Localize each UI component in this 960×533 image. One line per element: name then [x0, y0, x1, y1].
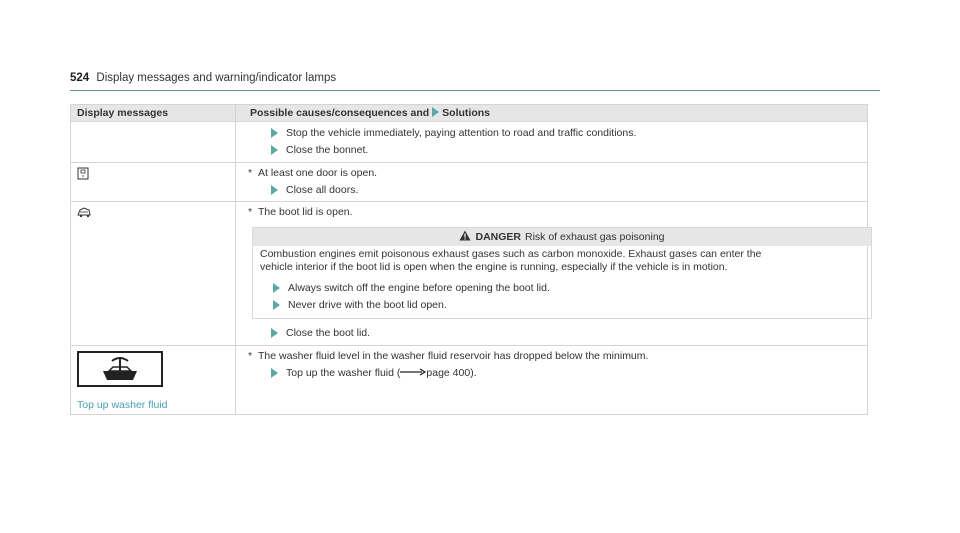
table-row: [71, 202, 867, 346]
washer-fluid-icon: [79, 353, 161, 385]
cause-cell: [236, 202, 880, 345]
solution-step: [244, 125, 859, 142]
col-header-causes-solutions: [236, 105, 867, 121]
solution-cell: [236, 122, 867, 162]
danger-title: Risk of exhaust gas poisoning: [525, 231, 665, 243]
display-message-cell: [71, 202, 236, 345]
solution-step: [244, 325, 872, 342]
header-rule: [70, 90, 880, 91]
table-row: [71, 122, 867, 163]
danger-step: [260, 280, 864, 297]
display-message-cell: [71, 163, 236, 201]
danger-header: [253, 228, 871, 246]
step-text: Stop the vehicle immediately, paying attention to road and traffic conditions.: [286, 127, 637, 139]
boot-lid-open-icon: [77, 206, 91, 218]
table-header-row: [71, 105, 867, 122]
step-arrow-icon: [273, 300, 280, 310]
cause-cell: [236, 346, 867, 414]
display-message-cell: [71, 346, 236, 414]
page-header: [70, 72, 336, 84]
col-header-display-messages: Display messages: [71, 105, 236, 121]
solution-step: [244, 142, 859, 159]
washer-fluid-display-frame: [77, 351, 163, 387]
danger-text-line: vehicle interior if the boot lid is open when the engine is running, especially if the vehicle is in motion.: [260, 261, 728, 273]
step-arrow-icon: [271, 328, 278, 338]
step-text: Close all doors.: [286, 184, 359, 196]
display-message-cell: [71, 122, 236, 162]
cause-label: The boot lid is open.: [258, 206, 353, 218]
solution-arrow-icon: [432, 107, 439, 117]
danger-text-line: Combustion engines emit poisonous exhaust gases such as carbon monoxide. Exhaust gases can enter the: [260, 248, 762, 260]
asterisk-mark: *: [248, 350, 253, 362]
page-reference-text[interactable]: page 400).: [426, 367, 477, 379]
washer-fluid-caption: Top up washer fluid: [77, 399, 168, 411]
cause-label: At least one door is open.: [258, 167, 378, 179]
col-header-solutions: Solutions: [442, 107, 491, 119]
asterisk-mark: *: [248, 167, 253, 179]
step-text: Never drive with the boot lid open.: [288, 299, 447, 311]
danger-step: [260, 297, 864, 314]
asterisk-mark: *: [248, 206, 253, 218]
danger-label: DANGER: [475, 231, 521, 243]
cause-cell: [236, 163, 867, 201]
step-text: Close the boot lid.: [286, 327, 371, 339]
cause-text: [244, 204, 872, 221]
step-arrow-icon: [271, 128, 278, 138]
step-text: Top up the washer fluid (: [286, 367, 401, 379]
danger-text: [260, 248, 864, 274]
solution-step: [244, 365, 859, 382]
cause-text: [244, 348, 859, 365]
page-title: Display messages and warning/indicator lamps: [96, 72, 337, 84]
page-reference-arrow-icon[interactable]: [400, 368, 426, 376]
table-row: [71, 346, 867, 415]
danger-body: [253, 246, 871, 318]
col-header-causes: Possible causes/consequences and: [250, 107, 430, 119]
step-text: Close the bonnet.: [286, 144, 369, 156]
door-open-icon: [77, 167, 89, 180]
step-arrow-icon: [273, 283, 280, 293]
cause-text: [244, 165, 859, 182]
step-text: Always switch off the engine before opening the boot lid.: [288, 282, 550, 294]
display-messages-table: [70, 104, 868, 415]
step-arrow-icon: [271, 368, 278, 378]
danger-box: [252, 227, 872, 319]
page-number: 524: [70, 72, 90, 84]
table-row: [71, 163, 867, 202]
solution-step: [244, 182, 859, 199]
warning-triangle-icon: [459, 230, 471, 241]
step-arrow-icon: [271, 185, 278, 195]
cause-label: The washer fluid level in the washer fluid reservoir has dropped below the minimum.: [258, 350, 649, 362]
step-arrow-icon: [271, 145, 278, 155]
